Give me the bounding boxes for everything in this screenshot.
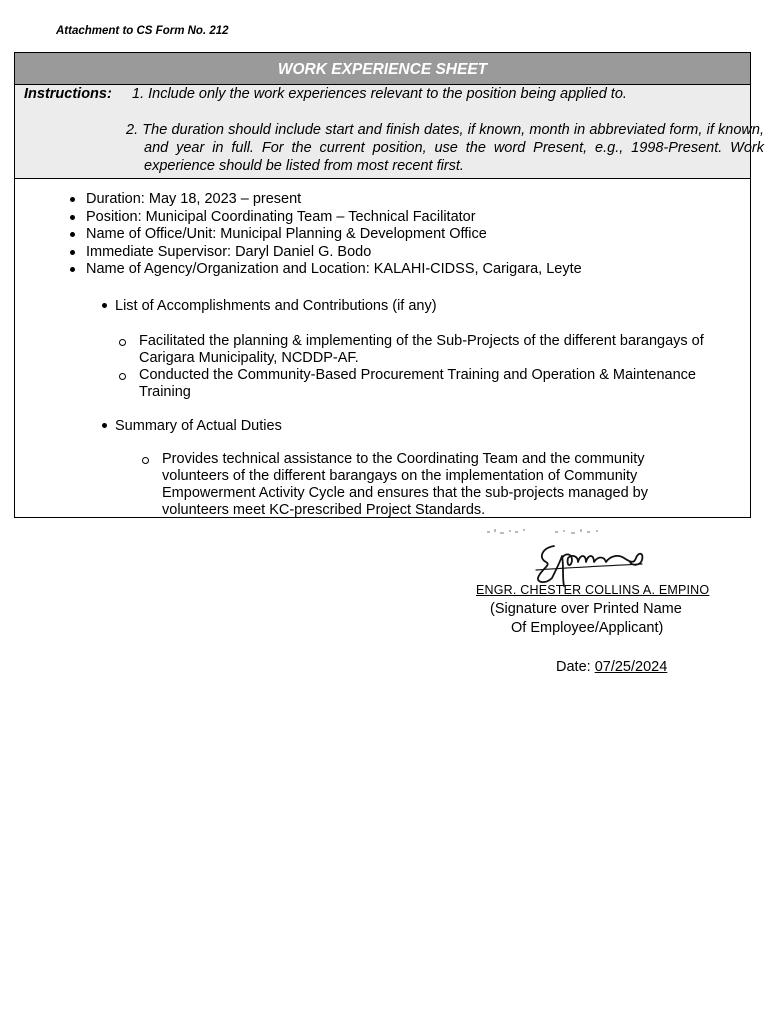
duty-item: Provides technical assistance to the Coordinating Team and the community volunteers of the different barangays on the implementation of Community Empowerment Activity Cycle and ensures that the sub-projects managed by volunteers meet KC-prescribed Project Standards. <box>162 451 692 519</box>
sheet-title: WORK EXPERIENCE SHEET <box>15 53 750 85</box>
circle-bullet-icon <box>142 457 149 464</box>
accomplishment-item: Conducted the Community-Based Procurement Training and Operation & Maintenance Training <box>139 367 744 401</box>
attachment-label: Attachment to CS Form No. 212 <box>56 25 229 37</box>
bullet-icon <box>102 303 107 308</box>
signature-caption: (Signature over Printed Name <box>490 601 682 617</box>
detail-position: Position: Municipal Coordinating Team – Technical Facilitator <box>68 209 582 227</box>
date-value: 07/25/2024 <box>594 659 668 675</box>
handwritten-signature-icon <box>532 540 652 588</box>
work-experience-sheet <box>14 52 764 518</box>
signature-caption: Of Employee/Applicant) <box>511 620 664 636</box>
experience-details-list <box>68 191 582 279</box>
circle-bullet-icon <box>119 339 126 346</box>
instructions-label: Instructions: <box>24 86 112 102</box>
bullet-icon <box>70 250 75 255</box>
accomplishments-heading: List of Accomplishments and Contributions (if any) <box>97 297 437 315</box>
detail-office: Name of Office/Unit: Municipal Planning & Development Office <box>68 226 582 244</box>
bullet-icon <box>70 232 75 237</box>
instruction-1: 1. Include only the work experiences relevant to the position being applied to. <box>132 86 627 102</box>
scan-noise <box>485 525 615 541</box>
bullet-icon <box>70 197 75 202</box>
circle-bullet-icon <box>119 373 126 380</box>
date-line <box>556 659 667 675</box>
detail-agency: Name of Agency/Organization and Location: KALAHI-CIDSS, Carigara, Leyte <box>68 261 582 279</box>
date-label: Date: <box>556 659 595 675</box>
bullet-icon <box>102 423 107 428</box>
detail-supervisor: Immediate Supervisor: Daryl Daniel G. Bodo <box>68 244 582 262</box>
bullet-icon <box>70 267 75 272</box>
bullet-icon <box>70 215 75 220</box>
duties-heading: Summary of Actual Duties <box>97 417 282 435</box>
instructions-panel <box>15 85 764 179</box>
accomplishment-item: Facilitated the planning & implementing of the Sub-Projects of the different barangays of Carigara Municipality, NCDDP-AF. <box>139 333 744 367</box>
signatory-printed-name: ENGR. CHESTER COLLINS A. EMPINO <box>476 583 710 597</box>
detail-duration: Duration: May 18, 2023 – present <box>68 191 582 209</box>
instruction-2: 2. The duration should include start and finish dates, if known, month in abbreviated form, if known, and year in full. For the current position, use the word Present, e.g., 1998-Present. Work experience should be listed from most recent first. <box>126 122 764 174</box>
